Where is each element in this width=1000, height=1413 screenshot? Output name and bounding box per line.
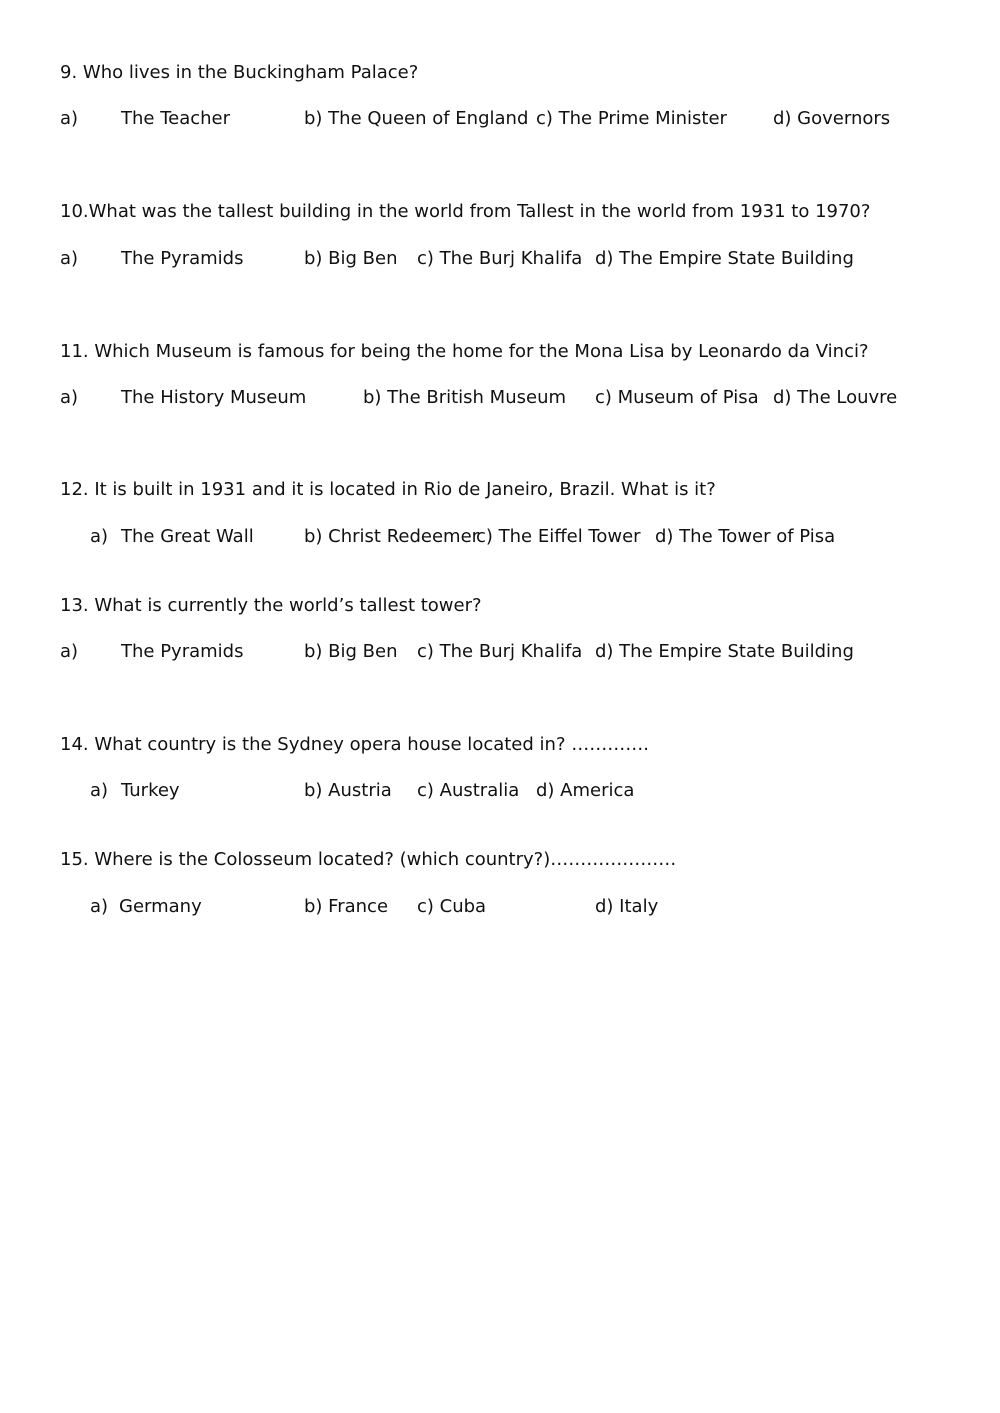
question-11-option-a: The History Museum bbox=[121, 387, 307, 408]
question-10-option-b: b) Big Ben bbox=[304, 248, 398, 269]
question-15-option-a-letter: a) bbox=[90, 896, 109, 917]
question-12-option-c: c) The Eiffel Tower bbox=[476, 526, 641, 547]
question-10-option-a-letter: a) bbox=[60, 248, 79, 269]
question-12-option-b: b) Christ Redeemer bbox=[304, 526, 480, 547]
question-13-option-c: c) The Burj Khalifa bbox=[417, 641, 583, 662]
question-11-option-c: c) Museum of Pisa bbox=[595, 387, 759, 408]
question-10-option-a: The Pyramids bbox=[121, 248, 244, 269]
question-9-option-b: b) The Queen of England bbox=[304, 108, 529, 129]
question-11-text: 11. Which Museum is famous for being the home for the Mona Lisa by Leonardo da Vinci? bbox=[60, 341, 869, 362]
question-14-text: 14. What country is the Sydney opera house located in? …………. bbox=[60, 734, 649, 755]
question-14-option-a: Turkey bbox=[121, 780, 180, 801]
question-10-option-c: c) The Burj Khalifa bbox=[417, 248, 583, 269]
question-15-text: 15. Where is the Colosseum located? (which country?)………………… bbox=[60, 849, 677, 870]
question-9-option-a: The Teacher bbox=[121, 108, 231, 129]
question-12-option-d: d) The Tower of Pisa bbox=[655, 526, 836, 547]
question-12-option-a-letter: a) bbox=[90, 526, 109, 547]
question-11-option-d: d) The Louvre bbox=[773, 387, 898, 408]
question-10-text: 10.What was the tallest building in the world from Tallest in the world from 1931 to 1970? bbox=[60, 201, 871, 222]
question-14-option-d: d) America bbox=[536, 780, 635, 801]
question-9-option-d: d) Governors bbox=[773, 108, 891, 129]
question-15-option-a: Germany bbox=[119, 896, 202, 917]
question-13-text: 13. What is currently the world’s tallest tower? bbox=[60, 595, 482, 616]
question-9-text: 9. Who lives in the Buckingham Palace? bbox=[60, 62, 419, 83]
question-11-option-a-letter: a) bbox=[60, 387, 79, 408]
question-9-option-a-letter: a) bbox=[60, 108, 79, 129]
question-10-option-d: d) The Empire State Building bbox=[595, 248, 854, 269]
question-15-option-c: c) Cuba bbox=[417, 896, 487, 917]
question-14-option-a-letter: a) bbox=[90, 780, 109, 801]
question-13-option-a: The Pyramids bbox=[121, 641, 244, 662]
question-15-option-b: b) France bbox=[304, 896, 389, 917]
question-13-option-a-letter: a) bbox=[60, 641, 79, 662]
question-12-text: 12. It is built in 1931 and it is located in Rio de Janeiro, Brazil. What is it? bbox=[60, 479, 716, 500]
question-15-option-d: d) Italy bbox=[595, 896, 659, 917]
question-14-option-b: b) Austria bbox=[304, 780, 392, 801]
question-12-option-a: The Great Wall bbox=[121, 526, 254, 547]
question-13-option-d: d) The Empire State Building bbox=[595, 641, 854, 662]
question-14-option-c: c) Australia bbox=[417, 780, 520, 801]
question-9-option-c: c) The Prime Minister bbox=[536, 108, 727, 129]
question-13-option-b: b) Big Ben bbox=[304, 641, 398, 662]
question-11-option-b: b) The British Museum bbox=[363, 387, 567, 408]
